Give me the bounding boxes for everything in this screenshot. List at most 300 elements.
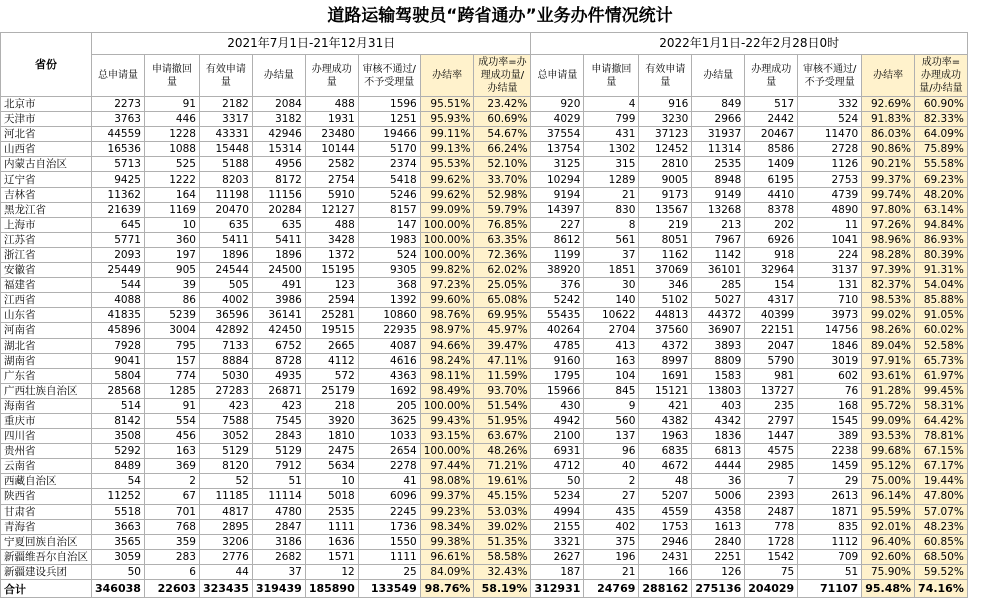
- value-cell: 126: [692, 564, 745, 579]
- value-cell: 710: [798, 293, 862, 308]
- value-cell: 24500: [252, 263, 305, 278]
- value-cell: 5018: [305, 489, 358, 504]
- value-cell: 45.15%: [474, 489, 531, 504]
- column-header: 办结率: [862, 55, 915, 97]
- value-cell: 99.09%: [420, 202, 474, 217]
- value-cell: 94.84%: [915, 217, 968, 232]
- value-cell: 96.61%: [420, 549, 474, 564]
- value-cell: 91: [144, 97, 199, 112]
- value-cell: 1126: [798, 157, 862, 172]
- value-cell: 40399: [745, 308, 798, 323]
- value-cell: 99.02%: [862, 308, 915, 323]
- value-cell: 48.23%: [915, 519, 968, 534]
- province-header: 省份: [1, 33, 92, 97]
- value-cell: 97.23%: [420, 278, 474, 293]
- table-row: [1, 519, 968, 534]
- table-row: [1, 323, 968, 338]
- value-cell: 8051: [639, 232, 692, 247]
- province-cell: 四川省: [1, 429, 92, 444]
- province-cell: 北京市: [1, 97, 92, 112]
- province-cell: 新疆建设兵团: [1, 564, 92, 579]
- province-cell: 湖南省: [1, 353, 92, 368]
- value-cell: 709: [798, 549, 862, 564]
- value-cell: 71107: [798, 580, 862, 598]
- table-row: [1, 549, 968, 564]
- value-cell: 505: [199, 278, 252, 293]
- value-cell: 3986: [252, 293, 305, 308]
- value-cell: 283: [144, 549, 199, 564]
- value-cell: 96: [584, 444, 639, 459]
- value-cell: 288162: [639, 580, 692, 598]
- table-row: [1, 187, 968, 202]
- value-cell: 1846: [798, 338, 862, 353]
- value-cell: 23.42%: [474, 97, 531, 112]
- value-cell: 95.59%: [862, 504, 915, 519]
- value-cell: 4112: [305, 353, 358, 368]
- value-cell: 98.76%: [420, 308, 474, 323]
- value-cell: 235: [745, 398, 798, 413]
- value-cell: 58.58%: [474, 549, 531, 564]
- value-cell: 27283: [199, 383, 252, 398]
- province-cell: 贵州省: [1, 444, 92, 459]
- value-cell: 93.70%: [474, 383, 531, 398]
- value-cell: 2753: [798, 172, 862, 187]
- value-cell: 92.69%: [862, 97, 915, 112]
- value-cell: 323435: [199, 580, 252, 598]
- value-cell: 40: [584, 459, 639, 474]
- value-cell: 36101: [692, 263, 745, 278]
- value-cell: 75.89%: [915, 142, 968, 157]
- value-cell: 90.21%: [862, 157, 915, 172]
- value-cell: 51: [798, 564, 862, 579]
- value-cell: 8172: [252, 172, 305, 187]
- value-cell: 123: [305, 278, 358, 293]
- value-cell: 3565: [92, 534, 145, 549]
- value-cell: 2985: [745, 459, 798, 474]
- value-cell: 1447: [745, 429, 798, 444]
- column-header: 办结率: [420, 55, 474, 97]
- value-cell: 11.59%: [474, 368, 531, 383]
- value-cell: 12: [305, 564, 358, 579]
- value-cell: 37: [252, 564, 305, 579]
- value-cell: 1111: [305, 519, 358, 534]
- province-cell: 甘肃省: [1, 504, 92, 519]
- value-cell: 86: [144, 293, 199, 308]
- province-cell: 山西省: [1, 142, 92, 157]
- value-cell: 80.39%: [915, 247, 968, 262]
- value-cell: 45.97%: [474, 323, 531, 338]
- column-header: 办理成功量: [305, 55, 358, 97]
- value-cell: 435: [584, 504, 639, 519]
- value-cell: 98.97%: [420, 323, 474, 338]
- value-cell: 1613: [692, 519, 745, 534]
- value-cell: 98.34%: [420, 519, 474, 534]
- value-cell: 51.54%: [474, 398, 531, 413]
- value-cell: 3317: [199, 112, 252, 127]
- value-cell: 8157: [358, 202, 420, 217]
- value-cell: 845: [584, 383, 639, 398]
- value-cell: 82.37%: [862, 278, 915, 293]
- value-cell: 187: [531, 564, 584, 579]
- value-cell: 4444: [692, 459, 745, 474]
- value-cell: 2840: [692, 534, 745, 549]
- table-row: [1, 217, 968, 232]
- value-cell: 413: [584, 338, 639, 353]
- table-row: [1, 353, 968, 368]
- value-cell: 2728: [798, 142, 862, 157]
- value-cell: 95.51%: [420, 97, 474, 112]
- value-cell: 602: [798, 368, 862, 383]
- value-cell: 3004: [144, 323, 199, 338]
- value-cell: 1636: [305, 534, 358, 549]
- column-header: 成功率=办理成功量/办结量: [915, 55, 968, 97]
- value-cell: 48: [639, 474, 692, 489]
- value-cell: 774: [144, 368, 199, 383]
- table-row: [1, 172, 968, 187]
- value-cell: 5102: [639, 293, 692, 308]
- value-cell: 50: [531, 474, 584, 489]
- table-row: [1, 263, 968, 278]
- value-cell: 275136: [692, 580, 745, 598]
- table-row: [1, 97, 968, 112]
- value-cell: 1728: [745, 534, 798, 549]
- value-cell: 488: [305, 217, 358, 232]
- value-cell: 2754: [305, 172, 358, 187]
- value-cell: 10860: [358, 308, 420, 323]
- value-cell: 5910: [305, 187, 358, 202]
- total-row: [1, 580, 968, 598]
- value-cell: 11252: [92, 489, 145, 504]
- value-cell: 91.83%: [862, 112, 915, 127]
- value-cell: 99.68%: [862, 444, 915, 459]
- value-cell: 12127: [305, 202, 358, 217]
- value-cell: 2704: [584, 323, 639, 338]
- value-cell: 1251: [358, 112, 420, 127]
- value-cell: 1596: [358, 97, 420, 112]
- value-cell: 11156: [252, 187, 305, 202]
- value-cell: 47.11%: [474, 353, 531, 368]
- value-cell: 205: [358, 398, 420, 413]
- value-cell: 835: [798, 519, 862, 534]
- table-row: [1, 398, 968, 413]
- value-cell: 2251: [692, 549, 745, 564]
- value-cell: 39: [144, 278, 199, 293]
- value-cell: 21: [584, 187, 639, 202]
- value-cell: 25.05%: [474, 278, 531, 293]
- table-row: [1, 112, 968, 127]
- value-cell: 2475: [305, 444, 358, 459]
- value-cell: 10294: [531, 172, 584, 187]
- value-cell: 375: [584, 534, 639, 549]
- value-cell: 11314: [692, 142, 745, 157]
- value-cell: 75.90%: [862, 564, 915, 579]
- table-row: [1, 308, 968, 323]
- value-cell: 2810: [639, 157, 692, 172]
- value-cell: 41: [358, 474, 420, 489]
- value-cell: 3920: [305, 413, 358, 428]
- value-cell: 58.19%: [474, 580, 531, 598]
- value-cell: 28568: [92, 383, 145, 398]
- value-cell: 8809: [692, 353, 745, 368]
- value-cell: 312931: [531, 580, 584, 598]
- value-cell: 86.93%: [915, 232, 968, 247]
- value-cell: 456: [144, 429, 199, 444]
- value-cell: 97.26%: [862, 217, 915, 232]
- value-cell: 99.62%: [420, 172, 474, 187]
- page-title: 道路运输驾驶员“跨省通办”业务办件情况统计: [327, 6, 673, 26]
- value-cell: 96.14%: [862, 489, 915, 504]
- value-cell: 90.86%: [862, 142, 915, 157]
- value-cell: 1228: [144, 127, 199, 142]
- value-cell: 15314: [252, 142, 305, 157]
- value-cell: 38920: [531, 263, 584, 278]
- province-cell: 广东省: [1, 368, 92, 383]
- value-cell: 7588: [199, 413, 252, 428]
- value-cell: 20467: [745, 127, 798, 142]
- value-cell: 24769: [584, 580, 639, 598]
- value-cell: 5713: [92, 157, 145, 172]
- value-cell: 53.03%: [474, 504, 531, 519]
- value-cell: 1753: [639, 519, 692, 534]
- column-header: 成功率=办理成功量/办结量: [474, 55, 531, 97]
- value-cell: 315: [584, 157, 639, 172]
- value-cell: 15195: [305, 263, 358, 278]
- value-cell: 91: [144, 398, 199, 413]
- value-cell: 91.28%: [862, 383, 915, 398]
- value-cell: 1199: [531, 247, 584, 262]
- province-cell: 西藏自治区: [1, 474, 92, 489]
- province-cell: 福建省: [1, 278, 92, 293]
- province-cell: 宁夏回族自治区: [1, 534, 92, 549]
- province-cell: 青海省: [1, 519, 92, 534]
- value-cell: 4817: [199, 504, 252, 519]
- value-cell: 4942: [531, 413, 584, 428]
- value-cell: 446: [144, 112, 199, 127]
- value-cell: 20470: [199, 202, 252, 217]
- value-cell: 11362: [92, 187, 145, 202]
- value-cell: 7: [745, 474, 798, 489]
- value-cell: 9160: [531, 353, 584, 368]
- value-cell: 68.50%: [915, 549, 968, 564]
- value-cell: 69.95%: [474, 308, 531, 323]
- value-cell: 92.60%: [862, 549, 915, 564]
- value-cell: 44372: [692, 308, 745, 323]
- table-row: [1, 489, 968, 504]
- value-cell: 98.53%: [862, 293, 915, 308]
- table-row: [1, 444, 968, 459]
- value-cell: 2535: [305, 504, 358, 519]
- value-cell: 5411: [252, 232, 305, 247]
- value-cell: 51: [252, 474, 305, 489]
- value-cell: 96.40%: [862, 534, 915, 549]
- value-cell: 3625: [358, 413, 420, 428]
- value-cell: 14756: [798, 323, 862, 338]
- value-cell: 98.49%: [420, 383, 474, 398]
- value-cell: 8120: [199, 459, 252, 474]
- value-cell: 3663: [92, 519, 145, 534]
- value-cell: 61.97%: [915, 368, 968, 383]
- table-row: [1, 293, 968, 308]
- value-cell: 918: [745, 247, 798, 262]
- value-cell: 202: [745, 217, 798, 232]
- table-row: [1, 142, 968, 157]
- province-cell: 江西省: [1, 293, 92, 308]
- value-cell: 524: [798, 112, 862, 127]
- column-header: 审核不通过/不予受理量: [358, 55, 420, 97]
- table-row: [1, 413, 968, 428]
- value-cell: 3230: [639, 112, 692, 127]
- value-cell: 97.91%: [862, 353, 915, 368]
- table-row: [1, 564, 968, 579]
- value-cell: 2776: [199, 549, 252, 564]
- value-cell: 2627: [531, 549, 584, 564]
- value-cell: 15966: [531, 383, 584, 398]
- value-cell: 2654: [358, 444, 420, 459]
- province-cell: 湖北省: [1, 338, 92, 353]
- value-cell: 62.02%: [474, 263, 531, 278]
- value-cell: 11114: [252, 489, 305, 504]
- value-cell: 8728: [252, 353, 305, 368]
- value-cell: 5790: [745, 353, 798, 368]
- value-cell: 63.67%: [474, 429, 531, 444]
- total-label: 合计: [1, 580, 92, 598]
- value-cell: 54.67%: [474, 127, 531, 142]
- value-cell: 3019: [798, 353, 862, 368]
- value-cell: 36: [692, 474, 745, 489]
- value-cell: 2966: [692, 112, 745, 127]
- value-cell: 635: [252, 217, 305, 232]
- value-cell: 95.72%: [862, 398, 915, 413]
- province-cell: 黑龙江省: [1, 202, 92, 217]
- value-cell: 63.35%: [474, 232, 531, 247]
- value-cell: 830: [584, 202, 639, 217]
- value-cell: 42450: [252, 323, 305, 338]
- value-cell: 99.82%: [420, 263, 474, 278]
- value-cell: 82.33%: [915, 112, 968, 127]
- value-cell: 359: [144, 534, 199, 549]
- table-row: [1, 202, 968, 217]
- value-cell: 5006: [692, 489, 745, 504]
- value-cell: 11198: [199, 187, 252, 202]
- value-cell: 4935: [252, 368, 305, 383]
- value-cell: 78.81%: [915, 429, 968, 444]
- value-cell: 137: [584, 429, 639, 444]
- period2-header: 2022年1月1日-22年2月28日0时: [531, 33, 967, 55]
- table-row: [1, 338, 968, 353]
- value-cell: 98.24%: [420, 353, 474, 368]
- value-cell: 95.53%: [420, 157, 474, 172]
- value-cell: 6: [144, 564, 199, 579]
- column-header-row: [1, 55, 968, 97]
- value-cell: 33.70%: [474, 172, 531, 187]
- value-cell: 4002: [199, 293, 252, 308]
- value-cell: 19.61%: [474, 474, 531, 489]
- value-cell: 37560: [639, 323, 692, 338]
- value-cell: 166: [639, 564, 692, 579]
- value-cell: 7545: [252, 413, 305, 428]
- province-cell: 吉林省: [1, 187, 92, 202]
- value-cell: 16536: [92, 142, 145, 157]
- value-cell: 12452: [639, 142, 692, 157]
- value-cell: 4342: [692, 413, 745, 428]
- value-cell: 47.80%: [915, 489, 968, 504]
- value-cell: 99.38%: [420, 534, 474, 549]
- value-cell: 42892: [199, 323, 252, 338]
- value-cell: 6835: [639, 444, 692, 459]
- value-cell: 99.45%: [915, 383, 968, 398]
- value-cell: 157: [144, 353, 199, 368]
- value-cell: 544: [92, 278, 145, 293]
- value-cell: 8: [584, 217, 639, 232]
- value-cell: 213: [692, 217, 745, 232]
- province-cell: 辽宁省: [1, 172, 92, 187]
- value-cell: 9041: [92, 353, 145, 368]
- value-cell: 635: [199, 217, 252, 232]
- value-cell: 9173: [639, 187, 692, 202]
- province-cell: 山东省: [1, 308, 92, 323]
- table-row: [1, 504, 968, 519]
- value-cell: 37554: [531, 127, 584, 142]
- value-cell: 14397: [531, 202, 584, 217]
- value-cell: 905: [144, 263, 199, 278]
- value-cell: 60.69%: [474, 112, 531, 127]
- value-cell: 423: [199, 398, 252, 413]
- value-cell: 431: [584, 127, 639, 142]
- value-cell: 1545: [798, 413, 862, 428]
- value-cell: 7967: [692, 232, 745, 247]
- value-cell: 54.04%: [915, 278, 968, 293]
- value-cell: 4780: [252, 504, 305, 519]
- value-cell: 97.44%: [420, 459, 474, 474]
- value-cell: 25179: [305, 383, 358, 398]
- value-cell: 57.07%: [915, 504, 968, 519]
- value-cell: 560: [584, 413, 639, 428]
- value-cell: 3428: [305, 232, 358, 247]
- value-cell: 4712: [531, 459, 584, 474]
- value-cell: 368: [358, 278, 420, 293]
- value-cell: 19466: [358, 127, 420, 142]
- value-cell: 13727: [745, 383, 798, 398]
- value-cell: 4785: [531, 338, 584, 353]
- value-cell: 2797: [745, 413, 798, 428]
- value-cell: 2278: [358, 459, 420, 474]
- value-cell: 54: [92, 474, 145, 489]
- value-cell: 36907: [692, 323, 745, 338]
- value-cell: 36141: [252, 308, 305, 323]
- value-cell: 2047: [745, 338, 798, 353]
- value-cell: 60.85%: [915, 534, 968, 549]
- value-cell: 8884: [199, 353, 252, 368]
- value-cell: 100.00%: [420, 247, 474, 262]
- value-cell: 43331: [199, 127, 252, 142]
- value-cell: 94.66%: [420, 338, 474, 353]
- province-cell: 新疆维吾尔自治区: [1, 549, 92, 564]
- value-cell: 48.26%: [474, 444, 531, 459]
- table-row: [1, 429, 968, 444]
- value-cell: 63.14%: [915, 202, 968, 217]
- value-cell: 5292: [92, 444, 145, 459]
- value-cell: 98.08%: [420, 474, 474, 489]
- value-cell: 52: [199, 474, 252, 489]
- value-cell: 701: [144, 504, 199, 519]
- column-header: 有效申请量: [199, 55, 252, 97]
- value-cell: 2273: [92, 97, 145, 112]
- value-cell: 4410: [745, 187, 798, 202]
- value-cell: 403: [692, 398, 745, 413]
- value-cell: 5411: [199, 232, 252, 247]
- value-cell: 98.28%: [862, 247, 915, 262]
- value-cell: 6096: [358, 489, 420, 504]
